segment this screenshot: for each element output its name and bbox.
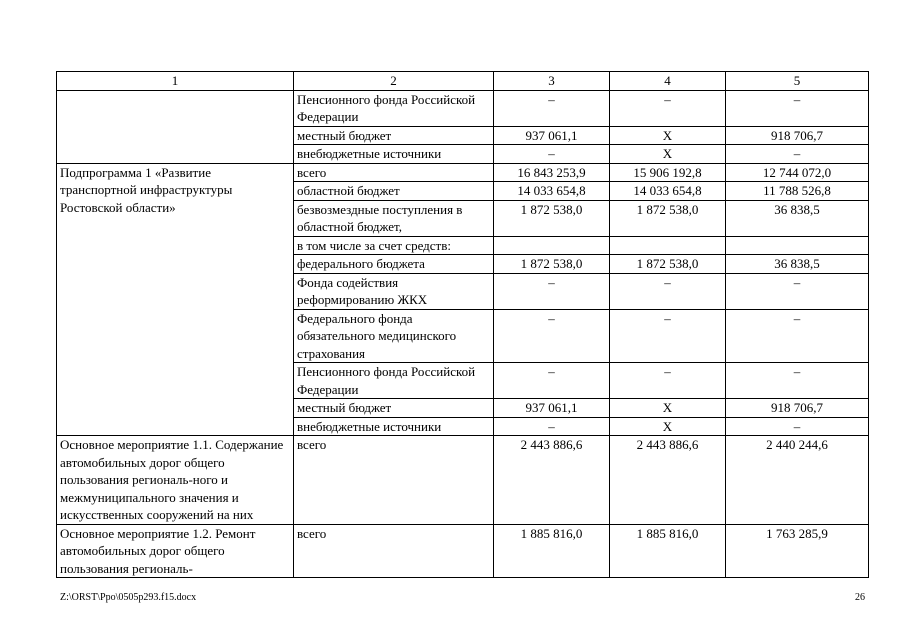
value-cell: 1 872 538,0	[494, 255, 610, 274]
value-cell: 937 061,1	[494, 126, 610, 145]
funding-source-cell: внебюджетные источники	[294, 417, 494, 436]
value-cell	[610, 236, 726, 255]
table-row	[57, 436, 869, 525]
funding-source-cell: Пенсионного фонда Российской Федерации	[294, 363, 494, 399]
value-cell: 1 872 538,0	[610, 255, 726, 274]
value-cell: Х	[610, 417, 726, 436]
value-cell: 11 788 526,8	[726, 182, 869, 201]
funding-source-cell: в том числе за счет средств:	[294, 236, 494, 255]
value-cell: 1 872 538,0	[610, 200, 726, 236]
value-cell: 2 443 886,6	[494, 436, 610, 525]
value-cell: –	[726, 309, 869, 363]
value-cell: –	[494, 417, 610, 436]
value-cell	[494, 236, 610, 255]
value-cell: –	[610, 309, 726, 363]
program-name-cell	[57, 90, 294, 163]
value-cell: 15 906 192,8	[610, 163, 726, 182]
value-cell: 16 843 253,9	[494, 163, 610, 182]
header-cell: 1	[57, 72, 294, 91]
value-cell: –	[610, 90, 726, 126]
funding-source-cell: всего	[294, 436, 494, 525]
value-cell: 12 744 072,0	[726, 163, 869, 182]
funding-source-cell: федерального бюджета	[294, 255, 494, 274]
value-cell: –	[726, 145, 869, 164]
funding-source-cell: Федерального фонда обязательного медицинского страхования	[294, 309, 494, 363]
funding-source-cell: всего	[294, 524, 494, 578]
value-cell: Х	[610, 145, 726, 164]
value-cell: 14 033 654,8	[494, 182, 610, 201]
funding-source-cell: внебюджетные источники	[294, 145, 494, 164]
table-row	[57, 90, 869, 126]
header-cell: 4	[610, 72, 726, 91]
value-cell: 1 872 538,0	[494, 200, 610, 236]
table-row	[57, 524, 869, 578]
value-cell: 14 033 654,8	[610, 182, 726, 201]
value-cell: 36 838,5	[726, 255, 869, 274]
program-name-cell: Подпрограмма 1 «Развитие транспортной инфраструктуры Ростовской области»	[57, 163, 294, 436]
funding-source-cell: местный бюджет	[294, 399, 494, 418]
value-cell: 937 061,1	[494, 399, 610, 418]
value-cell: 2 440 244,6	[726, 436, 869, 525]
budget-table	[56, 71, 869, 578]
footer-file-path: Z:\ORST\Ppo\0505p293.f15.docx	[60, 592, 197, 603]
funding-source-cell: всего	[294, 163, 494, 182]
header-cell: 5	[726, 72, 869, 91]
value-cell: –	[494, 90, 610, 126]
value-cell: 36 838,5	[726, 200, 869, 236]
value-cell: –	[726, 363, 869, 399]
page-number: 26	[855, 592, 865, 603]
value-cell: –	[610, 363, 726, 399]
funding-source-cell: Пенсионного фонда Российской Федерации	[294, 90, 494, 126]
value-cell: 1 763 285,9	[726, 524, 869, 578]
value-cell: –	[610, 273, 726, 309]
table-row	[57, 163, 869, 182]
header-cell: 2	[294, 72, 494, 91]
value-cell: 2 443 886,6	[610, 436, 726, 525]
value-cell: Х	[610, 399, 726, 418]
value-cell: –	[494, 363, 610, 399]
program-name-cell: Основное мероприятие 1.2. Ремонт автомобильных дорог общего пользования региональ-	[57, 524, 294, 578]
funding-source-cell: безвозмездные поступления в областной бюджет,	[294, 200, 494, 236]
value-cell: Х	[610, 126, 726, 145]
value-cell: 1 885 816,0	[610, 524, 726, 578]
funding-source-cell: областной бюджет	[294, 182, 494, 201]
value-cell: –	[726, 417, 869, 436]
value-cell	[726, 236, 869, 255]
funding-source-cell: Фонда содействия реформированию ЖКХ	[294, 273, 494, 309]
value-cell: –	[494, 309, 610, 363]
value-cell: 1 885 816,0	[494, 524, 610, 578]
value-cell: –	[726, 90, 869, 126]
value-cell: 918 706,7	[726, 399, 869, 418]
value-cell: –	[494, 145, 610, 164]
table-header-row	[57, 72, 869, 91]
value-cell: –	[726, 273, 869, 309]
funding-source-cell: местный бюджет	[294, 126, 494, 145]
value-cell: –	[494, 273, 610, 309]
value-cell: 918 706,7	[726, 126, 869, 145]
program-name-cell: Основное мероприятие 1.1. Содержание автомобильных дорог общего пользования региональ-ного и межмуниципального значения и искусственных сооружений на них	[57, 436, 294, 525]
header-cell: 3	[494, 72, 610, 91]
